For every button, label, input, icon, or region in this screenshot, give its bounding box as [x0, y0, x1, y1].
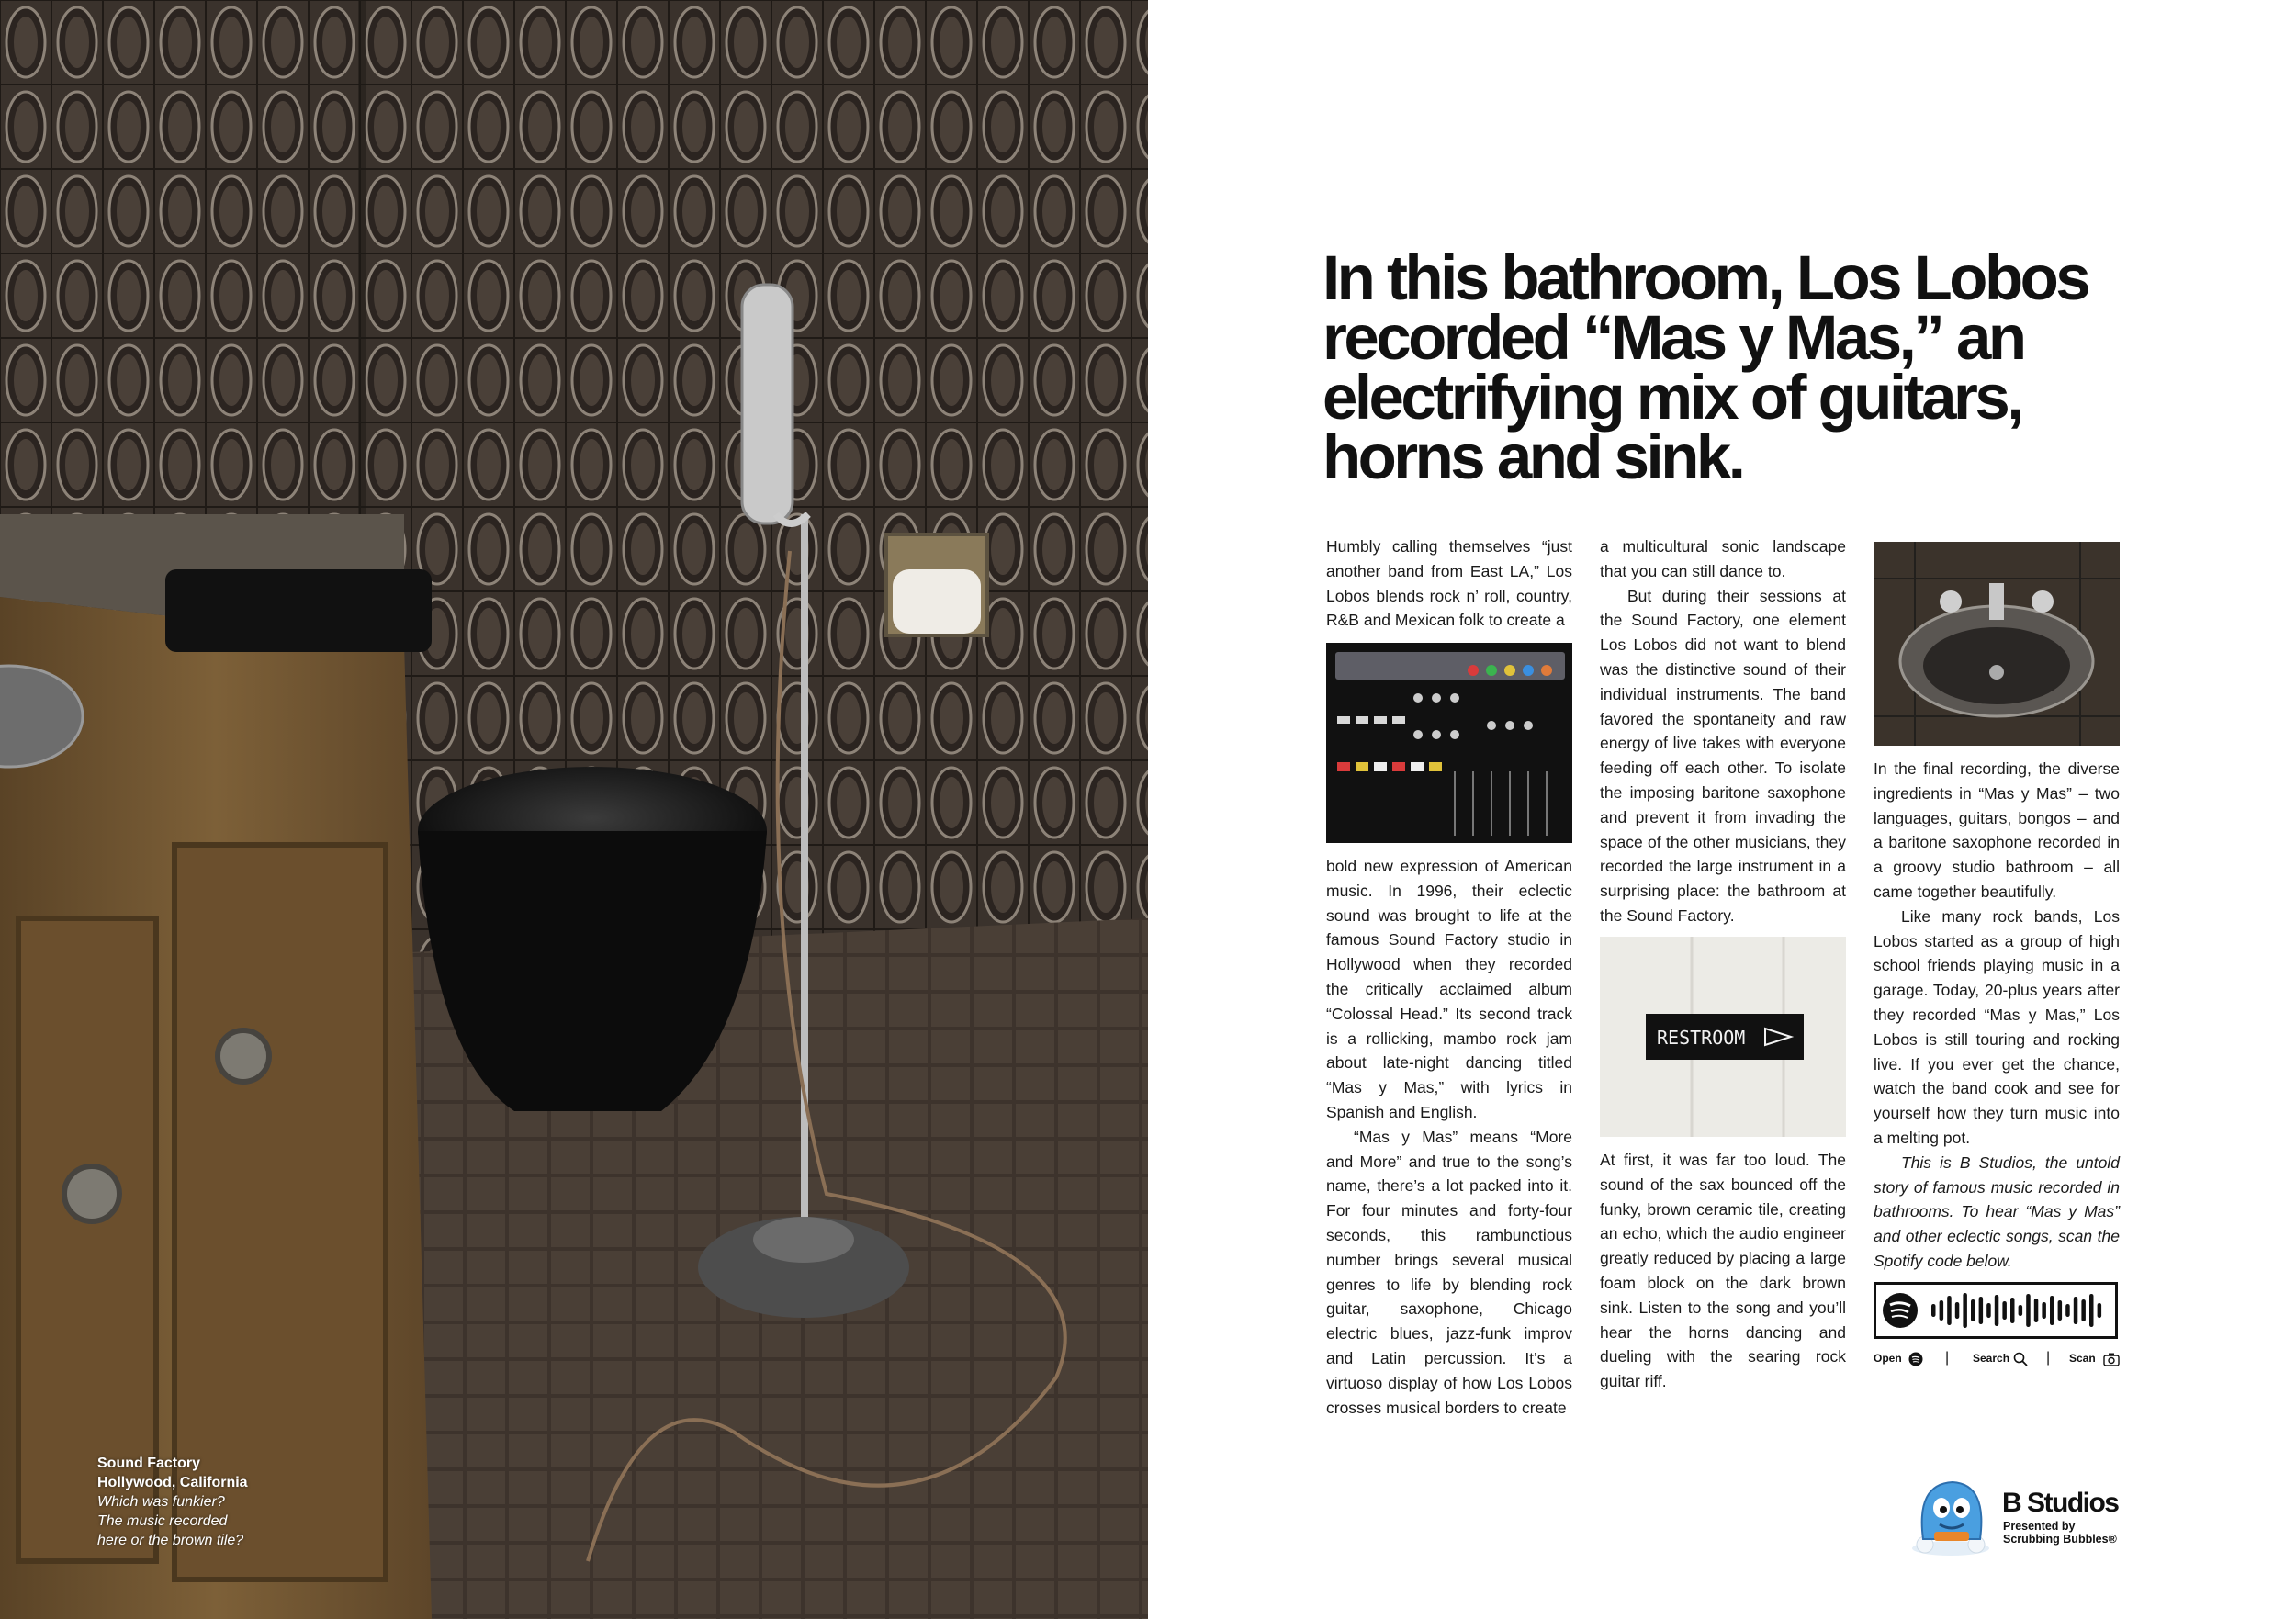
- mixing-console-image: [1326, 643, 1572, 843]
- mixing-console-photo: [1326, 643, 1572, 843]
- spotify-code-bar: [2058, 1300, 2063, 1321]
- spotify-code[interactable]: [1874, 1282, 2118, 1339]
- headline: In this bathroom, Los Lobos recorded “Mas y Mas,” an electrifying mix of guitars, horns and sink.: [1322, 242, 2088, 492]
- article-column-1-continued: [1326, 854, 1572, 1420]
- paragraph: “Mas y Mas” means “More and More” and true to the song’s name, there’s a lot packed into it. For four minutes and forty-four seconds, this rambunctious number brings several musical genres to life by blending rock guitar, saxophone, Chicago electric blues, jazz-funk improv and Latin percussion. It’s a virtuoso display of how Los Lobos crosses musical borders to create: [1326, 1127, 1572, 1417]
- restroom-sign-text: RESTROOM: [1657, 1027, 1746, 1049]
- spotify-code-bar: [2089, 1294, 2094, 1327]
- spotify-code-bar: [2019, 1305, 2023, 1316]
- spotify-code-bar: [2002, 1301, 2007, 1320]
- paragraph: At first, it was far too loud. The sound of the sax bounced off the funky, brown ceramic tile, creating an echo, which the audio engineer greatly reduced by placing a large foam block on the dark brown sink. Listen to the song and you’ll hear the horns dancing and dueling with the searing rock guitar riff.: [1600, 1151, 1846, 1391]
- spotify-code-bar: [1986, 1303, 1991, 1318]
- article-column-2: [1600, 534, 1846, 928]
- search-icon: [2013, 1352, 2028, 1366]
- spotify-scan-label: Scan: [2069, 1352, 2096, 1365]
- caption-place: Sound Factory: [97, 1456, 201, 1471]
- article-column-2-continued: [1600, 1148, 1846, 1394]
- spotify-code-bar: [1955, 1302, 1960, 1319]
- spotify-code-bar: [2081, 1299, 2086, 1321]
- scrubbing-bubbles-mascot-logo: [1907, 1475, 1998, 1557]
- spotify-code-bar: [2010, 1298, 2015, 1323]
- spotify-code-bar: [2065, 1304, 2070, 1317]
- spotify-search-label: Search: [1973, 1352, 2010, 1365]
- spotify-code-bar: [2098, 1303, 2102, 1318]
- spotify-code-bar: [1971, 1299, 1975, 1321]
- divider: |: [1945, 1350, 1950, 1366]
- camera-icon: [2103, 1352, 2120, 1366]
- paragraph: a multicultural sonic landscape that you can still dance to.: [1600, 537, 1846, 580]
- spotify-code-bar: [1979, 1297, 1984, 1324]
- paragraph: But during their sessions at the Sound Factory, one element Los Lobos did not want to blend was the distinctive sound of their individual instruments. The band favored the spontaneity and raw energy of live takes with everyone feeding off each other. To isolate the imposing baritone saxophone and prevent it from invading the space of the other musicians, they recorded the large instrument in a surprising place: the bathroom at the Sound Factory.: [1600, 586, 1846, 925]
- spotify-code-bar: [1940, 1300, 1944, 1321]
- restroom-sign-photo: [1600, 937, 1846, 1137]
- caption-city: Hollywood, California: [97, 1475, 248, 1490]
- spotify-code-bar: [2074, 1297, 2078, 1324]
- caption-line: The music recorded: [97, 1513, 228, 1529]
- paragraph: Humbly calling themselves “just another band from East LA,” Los Lobos blends rock n’ roll, country, R&B and Mexican folk to create a: [1326, 537, 1572, 630]
- presented-by-label: Presented by: [2003, 1520, 2076, 1533]
- spotify-code-bar: [2026, 1294, 2031, 1327]
- spotify-code-bar: [2034, 1299, 2039, 1322]
- spotify-code-image: [1876, 1285, 2115, 1336]
- paragraph: bold new expression of American music. In 1996, their eclectic sound was brought to life at the famous Sound Factory studio in Hollywood when they recorded the critically acclaimed album “Colossal Head.” Its second track is a rollicking, mambo rock jam about late-night dancing titled “Mas y Mas,” with lyrics in Spanish and English.: [1326, 857, 1572, 1121]
- sink-image: [1874, 542, 2120, 746]
- article-column-3: [1874, 757, 2120, 1274]
- spotify-code-bar: [1963, 1293, 1967, 1328]
- restroom-sign-image: [1600, 937, 1846, 1137]
- spotify-code-bar: [1995, 1295, 1999, 1326]
- divider: |: [2046, 1350, 2051, 1366]
- spotify-code-bar: [1947, 1296, 1952, 1325]
- brand-sponsor: [2003, 1520, 2132, 1546]
- caption-line: Which was funkier?: [97, 1494, 225, 1510]
- caption-line: here or the brown tile?: [97, 1533, 244, 1548]
- sponsor-name: Scrubbing Bubbles®: [2003, 1533, 2117, 1546]
- sink-photo: [1874, 542, 2120, 746]
- spotify-open-label: Open: [1874, 1352, 1902, 1365]
- spotify-code-bar: [2042, 1302, 2046, 1319]
- paragraph: In the final recording, the diverse ingredients in “Mas y Mas” – two languages, guitars, bongos – and a baritone saxophone recorded in a groovy studio bathroom – all came together beautifully.: [1874, 759, 2120, 901]
- article-column-1: [1326, 534, 1572, 633]
- spotify-icon: [1908, 1352, 1923, 1366]
- spotify-instructions: [1874, 1350, 2122, 1368]
- brand-name: B Studios: [2002, 1488, 2119, 1518]
- spotify-code-bar: [2050, 1296, 2054, 1325]
- paragraph: This is B Studios, the untold story of famous music recorded in bathrooms. To hear “Mas y Mas” and other eclectic songs, scan the Spotify code below.: [1874, 1152, 2120, 1270]
- spotify-code-bar: [1931, 1304, 1936, 1317]
- paragraph: Like many rock bands, Los Lobos started as a group of high school friends playing music in a garage. Today, 20-plus years after they recorded “Mas y Mas,” Los Lobos is still touring and rocking live. If you ever get the chance, watch the band cook and see for yourself how they turn music into a melting pot.: [1874, 906, 2120, 1147]
- photo-caption: [97, 1454, 248, 1550]
